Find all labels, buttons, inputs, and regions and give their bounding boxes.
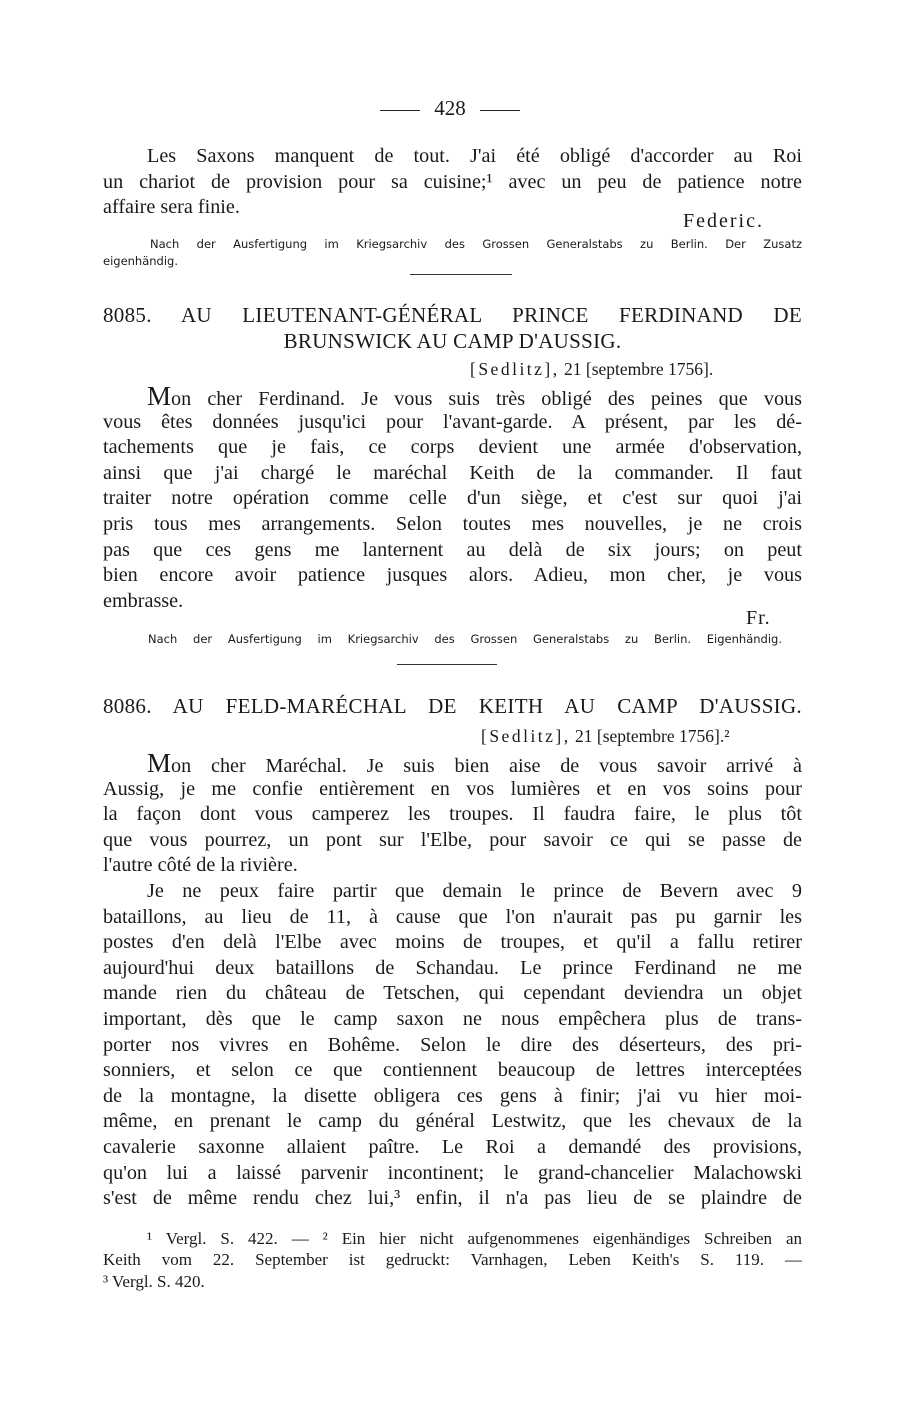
footnotes [103,1228,802,1292]
text-line: pris tous mes arrangements. Selon toutes mes nouvelles, je ne crois [103,512,802,535]
source-note: Nach der Ausfertigung im Kriegsarchiv des Grossen Generalstabs zu Berlin. Der Zusatz [150,237,802,251]
dateline-8086 [481,726,729,747]
dateline-8085 [470,359,713,380]
text-line: ainsi que j'ai chargé le maréchal Keith de la commander. Il faut [103,461,802,484]
text-line: postes d'en delà l'Elbe avec moins de troupes, et qu'il a fallu retirer [103,931,802,954]
footnote-line: Keith vom 22. September ist gedruckt: Varnhagen, Leben Keith's S. 119. — [103,1250,802,1270]
text-line: vous êtes données jusqu'ici pour l'avant-garde. A présent, par les dé- [103,410,802,433]
text-line: traiter notre opération comme celle d'un siège, et c'est sur quoi j'ai [103,487,802,510]
letter-heading-8086 [103,693,802,719]
page-header [0,96,900,121]
header-dash-left [380,110,420,111]
heading-line: BRUNSWICK AU CAMP D'AUSSIG. [283,329,622,353]
text-line: important, dès que le camp saxon ne nous empêchera plus de trans- [103,1007,802,1030]
heading-line: 8085. AU LIEUTENANT-GÉNÉRAL PRINCE FERDINAND DE [103,303,802,327]
text-line: porter nos vivres en Bohême. Selon le dire des déserteurs, des pri- [103,1033,802,1056]
text-line: cavalerie saxonne allaient paître. Le Roi a demandé des provisions, [103,1135,802,1158]
text-line: Aussig, je me confie entièrement en vos lumières et en vos soins pour [103,777,802,800]
text-line: aujourd'hui deux bataillons de Schandau. Le prince Ferdinand ne me [103,956,802,979]
date-rest: 21 [septembre 1756]. [564,359,714,379]
footnote-line: ¹ Vergl. S. 422. — ² Ein hier nicht aufgenommenes eigenhändiges Schreiben an [147,1229,802,1248]
date-place: [Sedlitz], [470,359,560,379]
header-dash-right [480,110,520,111]
text-line: sonniers, et selon ce que contiennent beaucoup de lettres interceptées [103,1059,802,1082]
text-line: de la montagne, la disette obligera ces gens à finir; j'ai vu hier moi- [103,1084,802,1107]
text-line: un chariot de provision pour sa cuisine;¹ avec un peu de patience notre [103,170,802,193]
text-line: Mon cher Maréchal. Je suis bien aise de vous savoir arrivé à [147,748,802,778]
text-line: Je ne peux faire partir que demain le prince de Bevern avec 9 [147,880,802,902]
date-rest: 21 [septembre 1756].² [575,726,730,746]
source-note: Nach der Ausfertigung im Kriegsarchiv des Grossen Generalstabs zu Berlin. Eigenhändig. [148,632,782,646]
signature-fr: Fr. [746,607,771,629]
text-line: l'autre côté de la rivière. [103,854,298,877]
section-divider [397,664,497,665]
text-line: mande rien du château de Tetschen, qui cependant deviendra un objet [103,982,802,1005]
text-line: s'est de même rendu chez lui,³ enfin, il n'a pas lieu de se plaindre de [103,1187,802,1210]
text-line: pas que ces gens me lanternent au delà de six jours; on peut [103,538,802,561]
text-line: tachements que je fais, ce corps devient une armée d'observation, [103,436,802,459]
letter-body-8086-para-1 [103,748,802,879]
heading-line: 8086. AU FELD-MARÉCHAL DE KEITH AU CAMP D'AUSSIG. [103,694,802,718]
letter-heading-8085 [103,302,802,354]
letter-body-8085 [103,381,802,614]
text-line: Mon cher Ferdinand. Je vous suis très obligé des peines que vous [147,381,802,411]
page-number: 428 [434,96,466,120]
footnote-line: ³ Vergl. S. 420. [103,1271,205,1291]
text-line: bataillons, au lieu de 11, à cause que l'on n'aurait pas pu garnir les [103,905,802,928]
text-line: qu'on lui a laissé parvenir incontinent; le grand-chancelier Malachowski [103,1161,802,1184]
text-line: la façon dont vous camperez les troupes. Il faudra faire, le plus tôt [103,803,802,826]
text-line: bien encore avoir patience jusques alors. Adieu, mon cher, je vous [103,564,802,587]
signature-federic: Federic. [683,210,764,232]
section-divider [410,274,512,275]
letter-body-8086-para-2 [103,879,802,1212]
source-note-continued: eigenhändig. [103,254,179,268]
text-line: Les Saxons manquent de tout. J'ai été obligé d'accorder au Roi [147,145,802,167]
text-line: même, en prenant le camp du général Lestwitz, que les chevaux de la [103,1110,802,1133]
text-line: embrasse. [103,589,184,612]
date-place: [Sedlitz], [481,726,571,746]
text-line: que vous pourrez, un pont sur l'Elbe, pour savoir ce qui se passe de [103,828,802,851]
text-line: affaire sera finie. [103,196,240,219]
